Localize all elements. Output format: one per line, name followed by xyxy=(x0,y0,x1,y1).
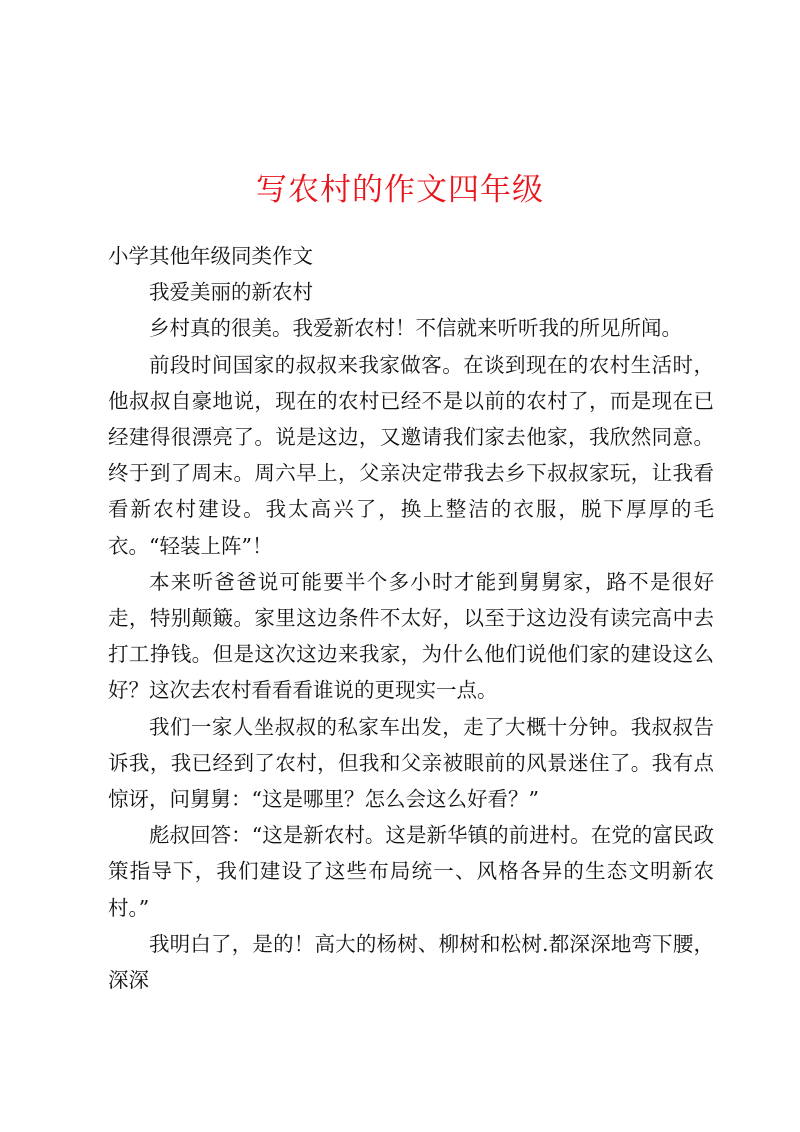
essay-title: 我爱美丽的新农村 xyxy=(149,280,313,305)
paragraph-6: 我明白了，是的！高大的杨树、柳树和松树.都深深地弯下腰，深深 xyxy=(108,931,714,993)
paragraph-1: 乡村真的很美。我爱新农村！不信就来听听我的所见所闻。 xyxy=(149,316,682,341)
paragraph-2: 前段时间国家的叔叔来我家做客。在谈到现在的农村生活时，他叔叔自豪地说，现在的农村已经不是以前的农村了，而是现在已经建得很漂亮了。说是这边，又邀请我们家去他家，我欣然同意。终于到了周末。周六早上，父亲决定带我去乡下叔叔家玩，让我看看新农村建设。我太高兴了，换上整洁的衣服，脱下厚厚的毛衣。“轻装上阵”！ xyxy=(108,352,714,558)
paragraph-3: 本来听爸爸说可能要半个多小时才能到舅舅家，路不是很好走，特别颠簸。家里这边条件不太好，以至于这边没有读完高中去打工挣钱。但是这次这边来我家，为什么他们说他们家的建设这么好？这次去农村看看看谁说的更现实一点。 xyxy=(108,569,714,703)
document-title: 写农村的作文四年级 xyxy=(256,172,544,208)
paragraph-5: 彪叔回答：“这是新农村。这是新华镇的前进村。在党的富民政策指导下，我们建设了这些布局统一、风格各异的生态文明新农村。” xyxy=(108,823,714,920)
paragraph-4: 我们一家人坐叔叔的私家车出发，走了大概十分钟。我叔叔告诉我，我已经到了农村，但我和父亲被眼前的风景迷住了。我有点惊讶，问舅舅：“这是哪里？怎么会这么好看？” xyxy=(108,714,714,812)
document-body xyxy=(108,238,714,998)
category-label: 小学其他年级同类作文 xyxy=(108,244,313,268)
